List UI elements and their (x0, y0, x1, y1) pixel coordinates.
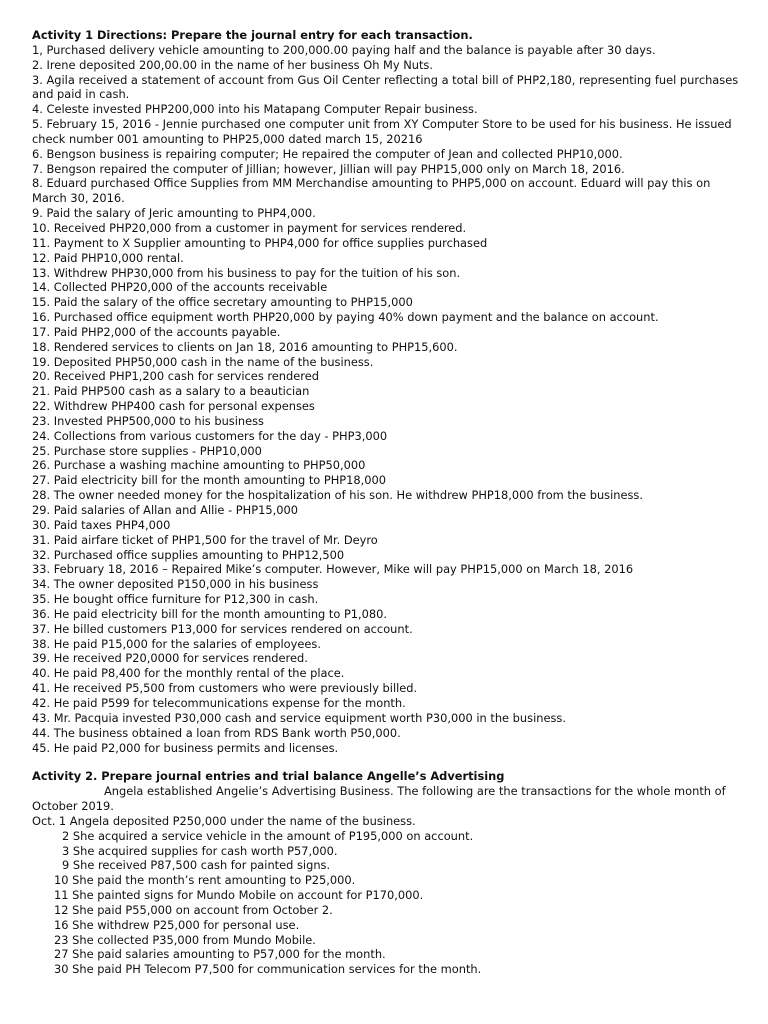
transaction-item: 41. He received P5,500 from customers who were previously billed. (32, 681, 418, 696)
transaction-item: 18. Rendered services to clients on Jan 18, 2016 amounting to PHP15,600. (32, 339, 458, 354)
transaction-item: 20. Received PHP1,200 cash for services rendered (32, 369, 319, 384)
october-entry: 16 She withdrew P25,000 for personal use. (54, 917, 300, 932)
transaction-item: 3. Agila received a statement of account from Gus Oil Center reflecting a total bill of PHP2,180, representing fuel purchases and paid in cash. (32, 72, 739, 102)
transaction-item: 35. He bought office furniture for P12,300 in cash. (32, 592, 319, 607)
transaction-item: 4. Celeste invested PHP200,000 into his Matapang Computer Repair business. (32, 102, 478, 117)
transaction-item: 17. Paid PHP2,000 of the accounts payable. (32, 324, 281, 339)
transaction-item: 32. Purchased office supplies amounting to PHP12,500 (32, 547, 345, 562)
transaction-item: 33. February 18, 2016 – Repaired Mike’s computer. However, Mike will pay PHP15,000 on March 18, 2016 (32, 562, 634, 577)
transaction-item: 40. He paid P8,400 for the monthly rental of the place. (32, 666, 345, 681)
transaction-item: 37. He billed customers P13,000 for services rendered on account. (32, 621, 413, 636)
transaction-item: 30. Paid taxes PHP4,000 (32, 517, 171, 532)
transaction-item: 28. The owner needed money for the hospitalization of his son. He withdrew PHP18,000 from the business. (32, 488, 643, 503)
october-entry: 3 She acquired supplies for cash worth P57,000. (62, 843, 338, 858)
activity2-intro: Angela established Angelie’s Advertising Business. The following are the transactions for the whole month of October 2019. (32, 784, 726, 814)
transaction-item: 15. Paid the salary of the office secretary amounting to PHP15,000 (32, 295, 413, 310)
transaction-item: 39. He received P20,0000 for services rendered. (32, 651, 308, 666)
transaction-item: 8. Eduard purchased Office Supplies from MM Merchandise amounting to PHP5,000 on account. Eduard will pay this on March 30, 2016. (32, 176, 711, 206)
transaction-item: 27. Paid electricity bill for the month amounting to PHP18,000 (32, 473, 387, 488)
transaction-item: 14. Collected PHP20,000 of the accounts receivable (32, 280, 328, 295)
october-first-entry: Oct. 1 Angela deposited P250,000 under the name of the business. (32, 813, 416, 828)
transaction-item: 16. Purchased office equipment worth PHP20,000 by paying 40% down payment and the balance on account. (32, 310, 659, 325)
transaction-item: 26. Purchase a washing machine amounting to PHP50,000 (32, 458, 366, 473)
transaction-item: 19. Deposited PHP50,000 cash in the name of the business. (32, 354, 374, 369)
october-entry: 30 She paid PH Telecom P7,500 for communication services for the month. (54, 962, 482, 977)
transaction-item: 23. Invested PHP500,000 to his business (32, 413, 264, 428)
transaction-item: 31. Paid airfare ticket of PHP1,500 for the travel of Mr. Deyro (32, 532, 378, 547)
october-single-digit-entries (32, 829, 746, 874)
october-transactions (32, 814, 746, 977)
transaction-item: 12. Paid PHP10,000 rental. (32, 250, 184, 265)
transaction-item: 7. Bengson repaired the computer of Jillian; however, Jillian will pay PHP15,000 only on March 18, 2016. (32, 161, 625, 176)
october-entry: 23 She collected P35,000 from Mundo Mobile. (54, 932, 316, 947)
transaction-item: 42. He paid P599 for telecommunications expense for the month. (32, 695, 406, 710)
transaction-item: 11. Payment to X Supplier amounting to PHP4,000 for office supplies purchased (32, 235, 488, 250)
transaction-item: 5. February 15, 2016 - Jennie purchased one computer unit from XY Computer Store to be used for his business. He issued check number 001 amounting to PHP25,000 dated march 15, 20216 (32, 117, 732, 146)
transaction-item: 21. Paid PHP500 cash as a salary to a beautician (32, 384, 310, 399)
october-entry: 9 She received P87,500 cash for painted signs. (62, 858, 331, 873)
transaction-item: 43. Mr. Pacquia invested P30,000 cash and service equipment worth P30,000 in the business. (32, 710, 566, 725)
transaction-item: 44. The business obtained a loan from RDS Bank worth P50,000. (32, 725, 401, 740)
transaction-item: 10. Received PHP20,000 from a customer in payment for services rendered. (32, 220, 467, 235)
activity1-title: Activity 1 Directions: Prepare the journal entry for each transaction. (32, 28, 473, 42)
transaction-item: 1, Purchased delivery vehicle amounting to 200,000.00 paying half and the balance is payable after 30 days. (32, 42, 656, 57)
october-entry: 2 She acquired a service vehicle in the amount of P195,000 on account. (62, 828, 474, 843)
transaction-item: 24. Collections from various customers for the day - PHP3,000 (32, 428, 388, 443)
transaction-item: 2. Irene deposited 200,00.00 in the name of her business Oh My Nuts. (32, 57, 433, 72)
transaction-item: 38. He paid P15,000 for the salaries of employees. (32, 636, 321, 651)
transaction-item: 36. He paid electricity bill for the month amounting to P1,080. (32, 606, 388, 621)
transaction-item: 29. Paid salaries of Allan and Allie - PHP15,000 (32, 503, 298, 517)
transaction-item: 6. Bengson business is repairing computer; He repaired the computer of Jean and collected PHP10,000. (32, 146, 623, 161)
transaction-item: 25. Purchase store supplies - PHP10,000 (32, 443, 262, 458)
october-double-digit-entries (32, 873, 746, 977)
transaction-item: 22. Withdrew PHP400 cash for personal expenses (32, 399, 315, 414)
october-entry: 11 She painted signs for Mundo Mobile on account for P170,000. (54, 888, 424, 903)
october-entry: 10 She paid the month’s rent amounting to P25,000. (54, 873, 356, 888)
october-entry: 12 She paid P55,000 on account from October 2. (54, 902, 333, 917)
section-gap (32, 755, 746, 769)
october-entry: 27 She paid salaries amounting to P57,000 for the month. (54, 947, 386, 962)
transaction-item: 13. Withdrew PHP30,000 from his business to pay for the tuition of his son. (32, 265, 461, 280)
transaction-item: 9. Paid the salary of Jeric amounting to PHP4,000. (32, 206, 316, 221)
transaction-item: 34. The owner deposited P150,000 in his business (32, 577, 319, 592)
transaction-item: 45. He paid P2,000 for business permits and licenses. (32, 740, 339, 755)
activity2-title: Activity 2. Prepare journal entries and trial balance Angelle’s Advertising (32, 769, 505, 784)
activity1-transaction-list (32, 43, 746, 756)
